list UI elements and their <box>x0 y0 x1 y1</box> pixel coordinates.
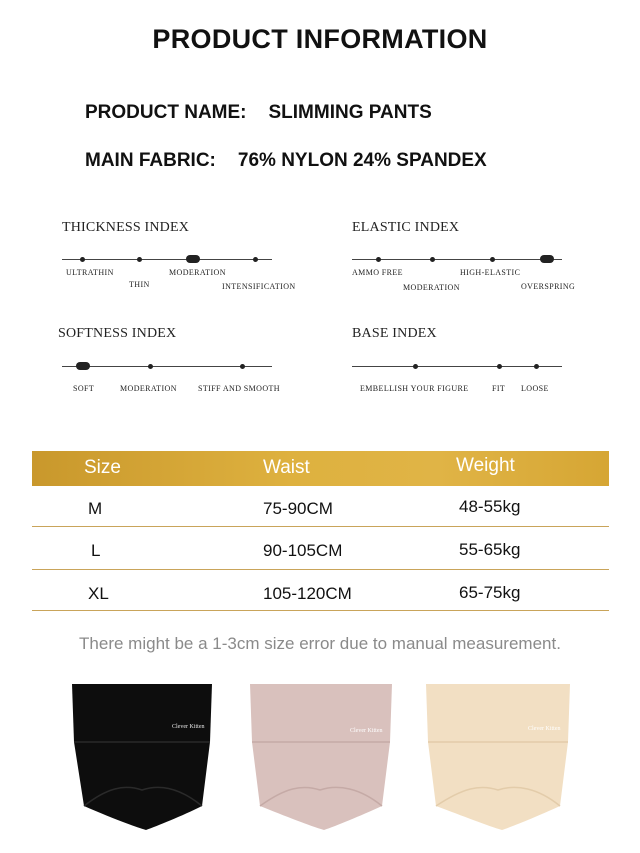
pink-briefs-image <box>240 680 400 840</box>
table-cell-weight: 55-65kg <box>459 540 521 559</box>
base-marker-fit <box>497 364 502 369</box>
softness-label-stiff-and-smooth: STIFF AND SMOOTH <box>198 384 280 393</box>
waist-header: Waist <box>263 457 310 478</box>
page-title: PRODUCT INFORMATION <box>152 24 488 54</box>
base-index-scale <box>352 366 562 367</box>
elastic-label-high-elastic: HIGH-ELASTIC <box>460 268 521 277</box>
thickness-index-scale <box>62 259 272 260</box>
thickness-marker-ultrathin <box>80 257 85 262</box>
weight-header: Weight <box>456 455 515 476</box>
softness-label-soft: SOFT <box>73 384 95 393</box>
main-fabric-row <box>85 150 487 172</box>
brand-label: Clever Kitten <box>172 724 205 730</box>
elastic-index-scale <box>352 259 562 260</box>
thickness-selected-marker <box>186 255 200 263</box>
table-cell-weight: 65-75kg <box>459 583 521 602</box>
row-divider <box>32 569 609 570</box>
table-cell-waist: 105-120CM <box>263 584 352 603</box>
elastic-label-overspring: OVERSPRING <box>521 282 576 291</box>
product-name-row <box>85 102 432 124</box>
size-table-header <box>32 451 609 486</box>
elastic-selected-marker <box>540 255 554 263</box>
base-label-loose: LOOSE <box>521 384 549 393</box>
black-briefs-image <box>62 680 222 840</box>
row-divider <box>32 610 609 611</box>
table-cell-size: L <box>91 541 101 560</box>
brand-label: Clever Kitten <box>350 728 383 734</box>
elastic-index-title: ELASTIC INDEX <box>352 220 460 235</box>
softness-index-title: SOFTNESS INDEX <box>58 326 177 341</box>
base-marker-loose <box>534 364 539 369</box>
softness-label-moderation: MODERATION <box>120 384 177 393</box>
elastic-marker-moderation <box>430 257 435 262</box>
thickness-label-moderation: MODERATION <box>169 268 226 277</box>
base-label-embellish: EMBELLISH YOUR FIGURE <box>360 384 469 393</box>
beige-briefs-image <box>418 680 578 840</box>
row-divider <box>32 526 609 527</box>
base-index-title: BASE INDEX <box>352 326 437 341</box>
elastic-label-moderation: MODERATION <box>403 283 460 292</box>
softness-selected-marker <box>76 362 90 370</box>
main-fabric-label: MAIN FABRIC: <box>85 150 216 171</box>
product-name-value: SLIMMING PANTS <box>268 102 432 123</box>
table-cell-size: XL <box>88 584 109 603</box>
softness-marker-moderation <box>148 364 153 369</box>
thickness-marker-intensification <box>253 257 258 262</box>
thickness-index-title: THICKNESS INDEX <box>62 220 190 235</box>
thickness-label-intensification: INTENSIFICATION <box>222 282 296 291</box>
main-fabric-value: 76% NYLON 24% SPANDEX <box>237 150 487 171</box>
elastic-marker-ammo-free <box>376 257 381 262</box>
size-header: Size <box>84 457 121 478</box>
brand-label: Clever Kitten <box>528 726 561 732</box>
elastic-marker-high-elastic <box>490 257 495 262</box>
base-label-fit: FIT <box>492 384 506 393</box>
base-marker-embellish <box>413 364 418 369</box>
table-cell-waist: 75-90CM <box>263 499 333 518</box>
thickness-label-ultrathin: ULTRATHIN <box>66 268 114 277</box>
measurement-note: There might be a 1-3cm size error due to manual measurement. <box>79 634 561 653</box>
table-cell-waist: 90-105CM <box>263 541 343 560</box>
softness-marker-stiff-and-smooth <box>240 364 245 369</box>
elastic-label-ammo-free: AMMO FREE <box>352 268 403 277</box>
thickness-label-thin: THIN <box>129 280 150 289</box>
table-cell-weight: 48-55kg <box>459 497 521 516</box>
thickness-marker-thin <box>137 257 142 262</box>
table-cell-size: M <box>88 499 103 518</box>
product-name-label: PRODUCT NAME: <box>85 102 247 123</box>
